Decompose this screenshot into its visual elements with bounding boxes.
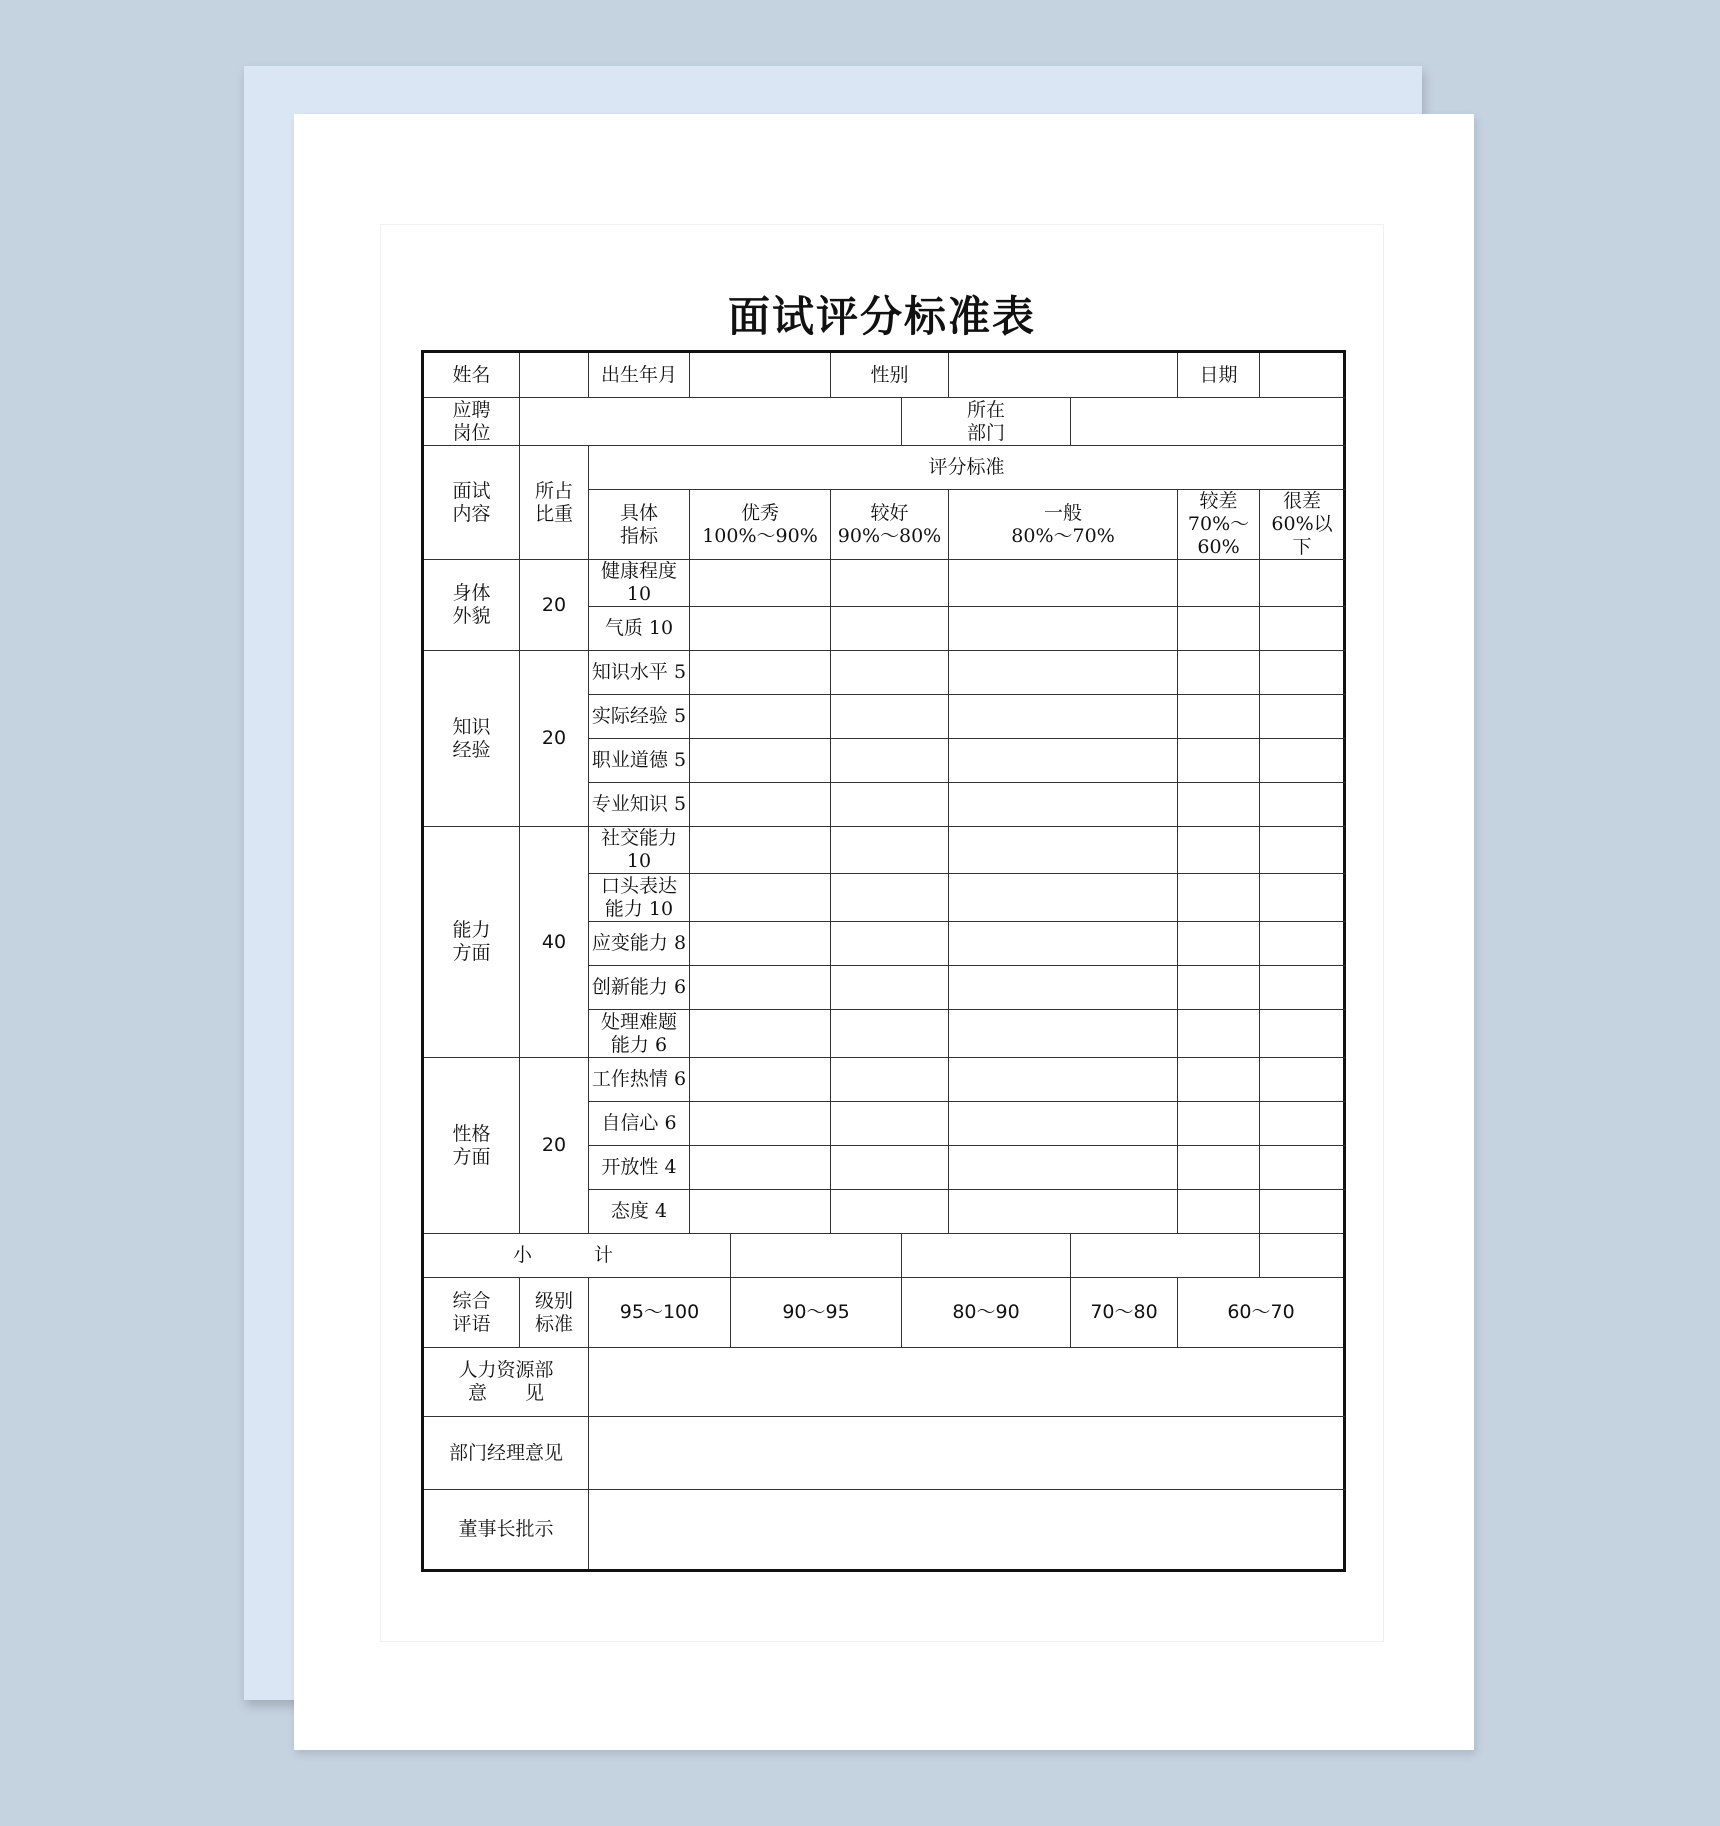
score-cell[interactable] <box>690 560 831 607</box>
indicator-cell: 社交能力 10 <box>589 827 690 874</box>
section-weight: 20 <box>520 1058 589 1234</box>
score-cell[interactable] <box>1178 783 1260 827</box>
indicator-cell: 开放性 4 <box>589 1146 690 1190</box>
score-cell[interactable] <box>1178 695 1260 739</box>
score-cell[interactable] <box>1260 1190 1345 1234</box>
date-field[interactable] <box>1260 352 1345 398</box>
score-cell[interactable] <box>690 783 831 827</box>
section-name: 身体 外貌 <box>423 560 520 651</box>
table-row <box>423 560 1345 607</box>
score-cell[interactable] <box>831 1102 949 1146</box>
score-cell[interactable] <box>1260 966 1345 1010</box>
score-cell[interactable] <box>1260 827 1345 874</box>
score-cell[interactable] <box>1260 783 1345 827</box>
score-cell[interactable] <box>831 922 949 966</box>
indicator-cell: 态度 4 <box>589 1190 690 1234</box>
score-cell[interactable] <box>690 827 831 874</box>
section-name: 知识 经验 <box>423 651 520 827</box>
score-cell[interactable] <box>690 1190 831 1234</box>
score-cell[interactable] <box>831 607 949 651</box>
grade-header-excellent: 优秀 100%～90% <box>690 490 831 560</box>
birth-field[interactable] <box>690 352 831 398</box>
section-name: 能力 方面 <box>423 827 520 1058</box>
form-title: 面试评分标准表 <box>727 292 1036 341</box>
score-cell[interactable] <box>690 1010 831 1058</box>
section-weight: 20 <box>520 560 589 651</box>
score-cell[interactable] <box>690 1102 831 1146</box>
score-cell[interactable] <box>949 560 1178 607</box>
info-row <box>423 352 1345 398</box>
subtotal-cell[interactable] <box>1260 1234 1345 1278</box>
score-cell[interactable] <box>1178 560 1260 607</box>
chairman-field[interactable] <box>589 1490 1345 1571</box>
criteria-header-row <box>423 446 1345 490</box>
indicator-cell: 口头表达 能力 10 <box>589 874 690 922</box>
score-cell[interactable] <box>1260 922 1345 966</box>
position-field[interactable] <box>520 398 902 446</box>
indicator-header: 具体 指标 <box>589 490 690 560</box>
gender-label: 性别 <box>831 352 949 398</box>
indicator-cell: 职业道德 5 <box>589 739 690 783</box>
score-cell[interactable] <box>949 874 1178 922</box>
subtotal-cell[interactable] <box>902 1234 1071 1278</box>
score-cell[interactable] <box>831 1146 949 1190</box>
grade-header-very-poor: 很差 60%以下 <box>1260 490 1345 560</box>
score-cell[interactable] <box>1178 607 1260 651</box>
indicator-cell: 气质 10 <box>589 607 690 651</box>
summary-row <box>423 1278 1345 1348</box>
score-cell[interactable] <box>1178 1010 1260 1058</box>
score-cell[interactable] <box>831 783 949 827</box>
birth-label: 出生年月 <box>589 352 690 398</box>
score-cell[interactable] <box>690 739 831 783</box>
department-field[interactable] <box>1071 398 1345 446</box>
score-cell[interactable] <box>1260 1146 1345 1190</box>
table-row <box>423 827 1345 874</box>
score-cell[interactable] <box>831 827 949 874</box>
chairman-row <box>423 1490 1345 1571</box>
score-cell[interactable] <box>949 783 1178 827</box>
summary-label: 综合 评语 <box>423 1278 520 1348</box>
section-weight: 40 <box>520 827 589 1058</box>
hr-opinion-label: 人力资源部 意 见 <box>423 1348 589 1417</box>
score-cell[interactable] <box>690 874 831 922</box>
score-cell[interactable] <box>1260 560 1345 607</box>
score-cell[interactable] <box>831 1010 949 1058</box>
hr-opinion-field[interactable] <box>589 1348 1345 1417</box>
subtotal-cell[interactable] <box>1071 1234 1260 1278</box>
weight-header: 所占 比重 <box>520 446 589 560</box>
indicator-cell: 处理难题 能力 6 <box>589 1010 690 1058</box>
score-cell[interactable] <box>1260 1102 1345 1146</box>
gender-field[interactable] <box>949 352 1178 398</box>
score-cell[interactable] <box>949 1146 1178 1190</box>
grade-header-poor: 较差 70%～60% <box>1178 490 1260 560</box>
position-row <box>423 398 1345 446</box>
score-cell[interactable] <box>831 651 949 695</box>
subtotal-label: 小 计 <box>423 1234 731 1278</box>
manager-opinion-row <box>423 1417 1345 1490</box>
score-cell[interactable] <box>1178 874 1260 922</box>
score-cell[interactable] <box>831 1190 949 1234</box>
score-cell[interactable] <box>1178 739 1260 783</box>
content-header: 面试 内容 <box>423 446 520 560</box>
score-cell[interactable] <box>949 922 1178 966</box>
score-cell[interactable] <box>1178 1058 1260 1102</box>
score-cell[interactable] <box>831 560 949 607</box>
score-cell[interactable] <box>1260 1010 1345 1058</box>
subtotal-cell[interactable] <box>731 1234 902 1278</box>
indicator-cell: 知识水平 5 <box>589 651 690 695</box>
score-cell[interactable] <box>690 1058 831 1102</box>
score-cell[interactable] <box>1178 827 1260 874</box>
indicator-cell: 健康程度 10 <box>589 560 690 607</box>
score-cell[interactable] <box>690 695 831 739</box>
score-cell[interactable] <box>831 874 949 922</box>
score-cell[interactable] <box>949 1190 1178 1234</box>
score-cell[interactable] <box>690 922 831 966</box>
score-cell[interactable] <box>1178 1102 1260 1146</box>
manager-opinion-label: 部门经理意见 <box>423 1417 589 1490</box>
score-cell[interactable] <box>949 607 1178 651</box>
indicator-cell: 实际经验 5 <box>589 695 690 739</box>
name-label: 姓名 <box>423 352 520 398</box>
score-cell[interactable] <box>690 651 831 695</box>
score-cell[interactable] <box>1260 607 1345 651</box>
table-row <box>423 1058 1345 1102</box>
score-cell[interactable] <box>949 966 1178 1010</box>
score-cell[interactable] <box>690 966 831 1010</box>
score-cell[interactable] <box>1260 874 1345 922</box>
level-cell: 95～100 <box>589 1278 731 1348</box>
grade-header-good: 较好 90%～80% <box>831 490 949 560</box>
score-cell[interactable] <box>1260 695 1345 739</box>
score-cell[interactable] <box>1260 739 1345 783</box>
level-cell: 80～90 <box>902 1278 1071 1348</box>
level-cell: 60～70 <box>1178 1278 1345 1348</box>
interview-score-table <box>421 350 1346 1572</box>
score-cell[interactable] <box>949 827 1178 874</box>
section-weight: 20 <box>520 651 589 827</box>
score-cell[interactable] <box>949 1058 1178 1102</box>
date-label: 日期 <box>1178 352 1260 398</box>
score-cell[interactable] <box>1260 651 1345 695</box>
score-cell[interactable] <box>949 1010 1178 1058</box>
score-cell[interactable] <box>1178 922 1260 966</box>
score-cell[interactable] <box>690 1146 831 1190</box>
score-cell[interactable] <box>831 695 949 739</box>
score-cell[interactable] <box>949 695 1178 739</box>
indicator-cell: 自信心 6 <box>589 1102 690 1146</box>
hr-opinion-row <box>423 1348 1345 1417</box>
indicator-cell: 应变能力 8 <box>589 922 690 966</box>
manager-opinion-field[interactable] <box>589 1417 1345 1490</box>
score-cell[interactable] <box>949 739 1178 783</box>
score-cell[interactable] <box>949 1102 1178 1146</box>
level-cell: 90～95 <box>731 1278 902 1348</box>
table-row <box>423 651 1345 695</box>
score-cell[interactable] <box>690 607 831 651</box>
level-label: 级别 标准 <box>520 1278 589 1348</box>
score-cell[interactable] <box>1178 651 1260 695</box>
chairman-label: 董事长批示 <box>423 1490 589 1571</box>
score-cell[interactable] <box>831 966 949 1010</box>
score-cell[interactable] <box>1178 1190 1260 1234</box>
department-label: 所在 部门 <box>902 398 1071 446</box>
score-cell[interactable] <box>1178 1146 1260 1190</box>
score-cell[interactable] <box>831 1058 949 1102</box>
section-name: 性格 方面 <box>423 1058 520 1234</box>
grade-header-average: 一般 80%～70% <box>949 490 1178 560</box>
indicator-cell: 专业知识 5 <box>589 783 690 827</box>
score-cell[interactable] <box>1260 1058 1345 1102</box>
indicator-cell: 工作热情 6 <box>589 1058 690 1102</box>
score-cell[interactable] <box>831 739 949 783</box>
score-cell[interactable] <box>1178 966 1260 1010</box>
level-cell: 70～80 <box>1071 1278 1178 1348</box>
subtotal-row <box>423 1234 1345 1278</box>
indicator-cell: 创新能力 6 <box>589 966 690 1010</box>
name-field[interactable] <box>520 352 589 398</box>
score-cell[interactable] <box>949 651 1178 695</box>
position-label: 应聘 岗位 <box>423 398 520 446</box>
criteria-header: 评分标准 <box>589 446 1345 490</box>
